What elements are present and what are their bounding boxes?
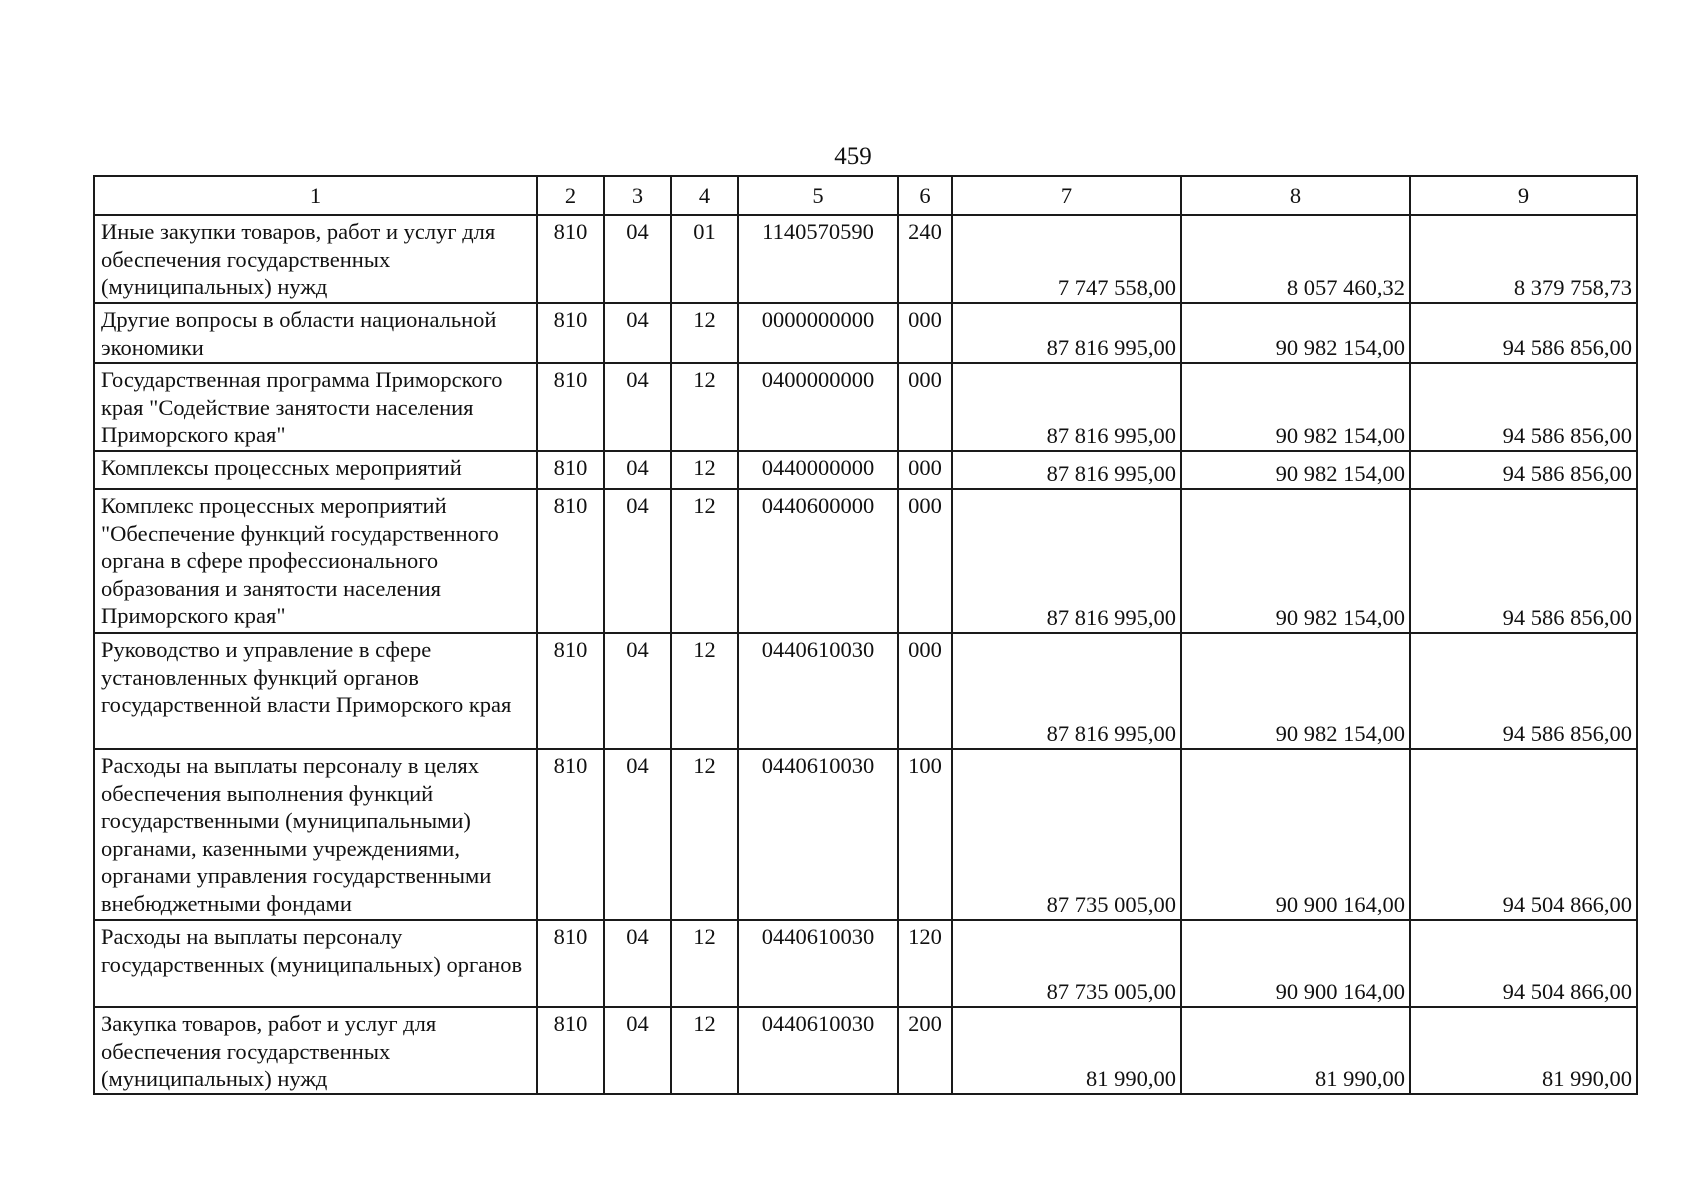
table-row — [94, 749, 1637, 920]
row-amount-8: 90 900 164,00 — [1181, 749, 1410, 920]
row-amount-9: 8 379 758,73 — [1410, 215, 1637, 303]
row-code-6: 240 — [898, 215, 952, 303]
row-code-3: 04 — [604, 1007, 671, 1094]
row-code-6: 000 — [898, 633, 952, 749]
row-name: Другие вопросы в области национальной экономики — [94, 303, 537, 363]
row-amount-9: 94 586 856,00 — [1410, 303, 1637, 363]
row-code-3: 04 — [604, 489, 671, 633]
row-code-4: 12 — [671, 489, 738, 633]
row-code-5: 0440600000 — [738, 489, 898, 633]
row-name: Государственная программа Приморского края "Содействие занятости населения Приморского края" — [94, 363, 537, 451]
row-code-2: 810 — [537, 749, 604, 920]
table-row — [94, 1007, 1637, 1094]
row-code-2: 810 — [537, 1007, 604, 1094]
row-code-5: 1140570590 — [738, 215, 898, 303]
row-amount-8: 90 982 154,00 — [1181, 489, 1410, 633]
row-code-5: 0440610030 — [738, 920, 898, 1007]
row-amount-8: 81 990,00 — [1181, 1007, 1410, 1094]
row-code-2: 810 — [537, 451, 604, 489]
column-header: 4 — [671, 176, 738, 215]
row-code-6: 120 — [898, 920, 952, 1007]
row-code-4: 12 — [671, 303, 738, 363]
row-code-5: 0440000000 — [738, 451, 898, 489]
row-code-3: 04 — [604, 451, 671, 489]
row-amount-9: 94 504 866,00 — [1410, 920, 1637, 1007]
row-amount-9: 81 990,00 — [1410, 1007, 1637, 1094]
row-code-4: 12 — [671, 749, 738, 920]
row-amount-9: 94 586 856,00 — [1410, 363, 1637, 451]
row-name: Руководство и управление в сфере установленных функций органов государственной власти Приморского края — [94, 633, 537, 749]
row-amount-9: 94 586 856,00 — [1410, 451, 1637, 489]
table-row — [94, 451, 1637, 489]
row-amount-9: 94 586 856,00 — [1410, 489, 1637, 633]
row-amount-8: 90 900 164,00 — [1181, 920, 1410, 1007]
row-code-4: 12 — [671, 363, 738, 451]
row-amount-8: 90 982 154,00 — [1181, 363, 1410, 451]
table-row — [94, 633, 1637, 749]
row-code-5: 0440610030 — [738, 749, 898, 920]
column-header: 7 — [952, 176, 1181, 215]
row-amount-7: 87 816 995,00 — [952, 633, 1181, 749]
row-name: Закупка товаров, работ и услуг для обеспечения государственных (муниципальных) нужд — [94, 1007, 537, 1094]
column-header: 8 — [1181, 176, 1410, 215]
row-code-6: 000 — [898, 451, 952, 489]
row-amount-7: 87 735 005,00 — [952, 749, 1181, 920]
row-code-6: 100 — [898, 749, 952, 920]
row-amount-9: 94 586 856,00 — [1410, 633, 1637, 749]
row-code-3: 04 — [604, 303, 671, 363]
row-code-2: 810 — [537, 215, 604, 303]
row-code-2: 810 — [537, 920, 604, 1007]
table-row — [94, 489, 1637, 633]
row-code-3: 04 — [604, 633, 671, 749]
row-amount-7: 81 990,00 — [952, 1007, 1181, 1094]
row-code-2: 810 — [537, 363, 604, 451]
column-header: 2 — [537, 176, 604, 215]
row-code-6: 000 — [898, 363, 952, 451]
row-code-5: 0000000000 — [738, 303, 898, 363]
row-code-4: 12 — [671, 633, 738, 749]
table-row — [94, 303, 1637, 363]
row-code-4: 01 — [671, 215, 738, 303]
row-code-2: 810 — [537, 489, 604, 633]
row-amount-9: 94 504 866,00 — [1410, 749, 1637, 920]
row-code-3: 04 — [604, 920, 671, 1007]
row-code-3: 04 — [604, 749, 671, 920]
row-amount-8: 90 982 154,00 — [1181, 451, 1410, 489]
row-code-4: 12 — [671, 920, 738, 1007]
table-header-row — [94, 176, 1637, 215]
row-amount-7: 7 747 558,00 — [952, 215, 1181, 303]
table-row — [94, 215, 1637, 303]
budget-table — [93, 175, 1638, 1095]
table-row — [94, 363, 1637, 451]
column-header: 1 — [94, 176, 537, 215]
column-header: 3 — [604, 176, 671, 215]
row-name: Расходы на выплаты персоналу в целях обеспечения выполнения функций государственными (муниципальными) органами, казенными учреждениями, органами управления государственными внебюджетными фондами — [94, 749, 537, 920]
row-code-2: 810 — [537, 633, 604, 749]
row-code-6: 200 — [898, 1007, 952, 1094]
row-code-4: 12 — [671, 451, 738, 489]
row-code-6: 000 — [898, 303, 952, 363]
row-code-5: 0400000000 — [738, 363, 898, 451]
row-name: Комплексы процессных мероприятий — [94, 451, 537, 489]
row-code-4: 12 — [671, 1007, 738, 1094]
row-name: Комплекс процессных мероприятий "Обеспечение функций государственного органа в сфере профессионального образования и занятости населения Приморского края" — [94, 489, 537, 633]
row-amount-7: 87 816 995,00 — [952, 451, 1181, 489]
page-number: 459 — [834, 143, 872, 170]
row-code-2: 810 — [537, 303, 604, 363]
row-code-3: 04 — [604, 215, 671, 303]
row-amount-7: 87 816 995,00 — [952, 303, 1181, 363]
table-row — [94, 920, 1637, 1007]
row-code-5: 0440610030 — [738, 633, 898, 749]
row-code-5: 0440610030 — [738, 1007, 898, 1094]
row-code-6: 000 — [898, 489, 952, 633]
row-code-3: 04 — [604, 363, 671, 451]
row-name: Расходы на выплаты персоналу государственных (муниципальных) органов — [94, 920, 537, 1007]
row-amount-7: 87 735 005,00 — [952, 920, 1181, 1007]
row-amount-8: 90 982 154,00 — [1181, 303, 1410, 363]
row-amount-8: 90 982 154,00 — [1181, 633, 1410, 749]
column-header: 5 — [738, 176, 898, 215]
row-amount-7: 87 816 995,00 — [952, 489, 1181, 633]
row-amount-7: 87 816 995,00 — [952, 363, 1181, 451]
row-name: Иные закупки товаров, работ и услуг для обеспечения государственных (муниципальных) нужд — [94, 215, 537, 303]
column-header: 6 — [898, 176, 952, 215]
row-amount-8: 8 057 460,32 — [1181, 215, 1410, 303]
column-header: 9 — [1410, 176, 1637, 215]
